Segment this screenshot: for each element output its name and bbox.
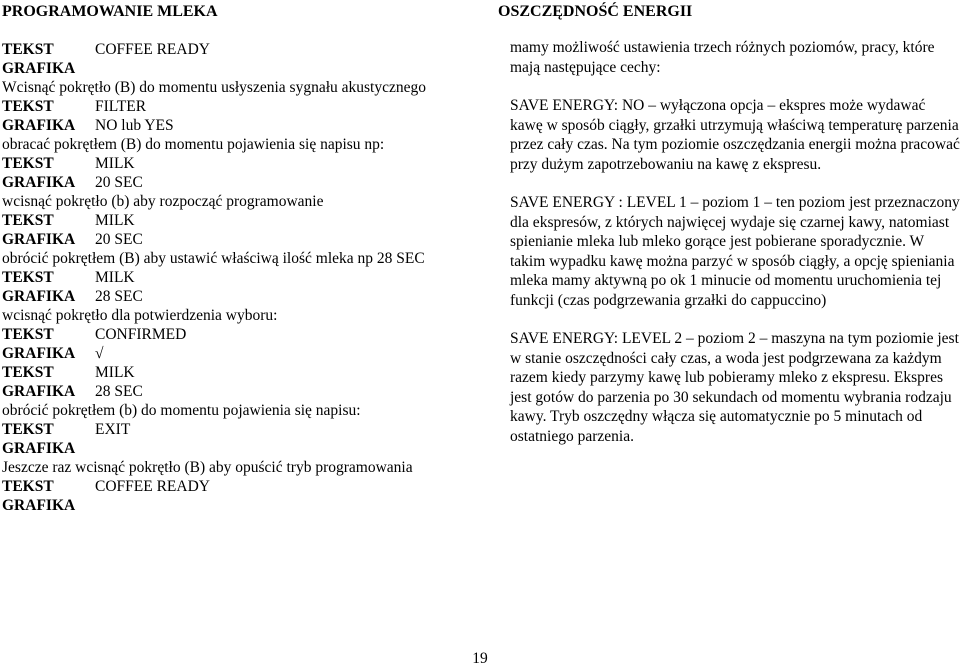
display-value: MILK — [95, 212, 135, 229]
display-value: MILK — [95, 269, 135, 286]
energy-paragraph: mamy możliwość ustawienia trzech różnych poziomów, pracy, które mają następujące cechy: — [510, 39, 935, 76]
instruction-step: wcisnąć pokrętło (b) aby rozpocząć programowanie — [2, 193, 324, 210]
tekst-label: TEKST — [2, 326, 54, 343]
display-instruction-row — [2, 211, 480, 230]
display-instruction-row — [2, 477, 480, 496]
grafika-label: GRAFIKA — [2, 231, 76, 248]
instruction-step: obrócić pokrętłem (b) do momentu pojawienia się napisu: — [2, 402, 361, 419]
tekst-label: TEKST — [2, 421, 54, 438]
tekst-label: TEKST — [2, 364, 54, 381]
energy-saving-column — [498, 0, 960, 465]
grafika-label: GRAFIKA — [2, 60, 76, 77]
display-value: FILTER — [95, 98, 147, 115]
grafika-label: GRAFIKA — [2, 383, 76, 400]
milk-programming-title: PROGRAMOWANIE MLEKA — [2, 3, 218, 20]
display-instruction-row — [2, 230, 480, 249]
tekst-label: TEKST — [2, 98, 54, 115]
display-value: COFFEE READY — [95, 478, 210, 495]
grafika-label: GRAFIKA — [2, 288, 76, 305]
energy-paragraph: SAVE ENERGY: LEVEL 2 – poziom 2 – maszyna na tym poziomie jest w stanie oszczędności cały czas, a woda jest podgrzewana za każdym razem kiedy parzymy kawę lub pobieramy mleko z ekspresu. Ekspres jest gotów do parzenia po 30 sekundach od momentu wybrania rodzaju kawy. Tryb oszczędny włącza się automatycznie po 5 minutach od ostatniego parzenia. — [510, 330, 959, 445]
display-value: 28 SEC — [95, 383, 143, 400]
page-number: 19 — [472, 650, 488, 667]
energy-saving-title: OSZCZĘDNOŚĆ ENERGII — [498, 3, 693, 20]
tekst-label: TEKST — [2, 269, 54, 286]
instruction-step: obracać pokrętłem (B) do momentu pojawienia się napisu np: — [2, 136, 385, 153]
instruction-step: obrócić pokrętłem (B) aby ustawić właściwą ilość mleka np 28 SEC — [2, 250, 425, 267]
display-instruction-row — [2, 382, 480, 401]
display-value: 20 SEC — [95, 231, 143, 248]
display-value: EXIT — [95, 421, 131, 438]
display-value: √ — [95, 345, 104, 362]
instruction-step: wcisnąć pokrętło dla potwierdzenia wyboru: — [2, 307, 278, 324]
display-instruction-row — [2, 116, 480, 135]
display-value: NO lub YES — [95, 117, 174, 134]
grafika-label: GRAFIKA — [2, 345, 76, 362]
display-instruction-row — [2, 363, 480, 382]
display-instruction-row — [2, 325, 480, 344]
display-instruction-row — [2, 344, 480, 363]
display-instruction-row — [2, 268, 480, 287]
display-value: 20 SEC — [95, 174, 143, 191]
tekst-label: TEKST — [2, 41, 54, 58]
instruction-step: Jeszcze raz wcisnąć pokrętło (B) aby opuścić tryb programowania — [2, 459, 413, 476]
instruction-list — [2, 40, 480, 515]
display-instruction-row — [2, 420, 480, 439]
display-value: CONFIRMED — [95, 326, 187, 343]
display-instruction-row — [2, 287, 480, 306]
instruction-step: Wcisnąć pokrętło (B) do momentu usłyszenia sygnału akustycznego — [2, 79, 426, 96]
display-value: 28 SEC — [95, 288, 143, 305]
tekst-label: TEKST — [2, 155, 54, 172]
grafika-label: GRAFIKA — [2, 497, 76, 514]
display-instruction-row — [2, 173, 480, 192]
energy-paragraph: SAVE ENERGY: NO – wyłączona opcja – ekspres może wydawać kawę w sposób ciągły, grzałki utrzymują właściwą temperaturę parzenia przez cały czas. Na tym poziomie oszczędzania energii można pracować przy dużym zapotrzebowaniu na kawę z ekspresu. — [510, 97, 960, 173]
display-instruction-row — [2, 496, 480, 515]
tekst-label: TEKST — [2, 212, 54, 229]
display-instruction-row — [2, 40, 480, 59]
grafika-label: GRAFIKA — [2, 117, 76, 134]
energy-paragraph: SAVE ENERGY : LEVEL 1 – poziom 1 – ten poziom jest przeznaczony dla ekspresów, z których najwięcej wydaje się czarnej kawy, natomiast spienianie mleka lub mleko gorące jest pobierane sporadycznie. W takim wypadku kawę można parzyć w sposób ciągły, a opcję spieniania mleka mamy aktywną po ok 1 minucie od momentu uruchomienia tej funkcji (czas podgrzewania grzałki do cappuccino) — [510, 194, 960, 309]
tekst-label: TEKST — [2, 478, 54, 495]
display-value: MILK — [95, 364, 135, 381]
display-instruction-row — [2, 154, 480, 173]
energy-saving-text — [498, 38, 960, 446]
grafika-label: GRAFIKA — [2, 440, 76, 457]
display-instruction-row — [2, 59, 480, 78]
display-instruction-row — [2, 97, 480, 116]
milk-programming-column — [2, 0, 480, 515]
display-value: COFFEE READY — [95, 41, 210, 58]
display-value: MILK — [95, 155, 135, 172]
display-instruction-row — [2, 439, 480, 458]
grafika-label: GRAFIKA — [2, 174, 76, 191]
